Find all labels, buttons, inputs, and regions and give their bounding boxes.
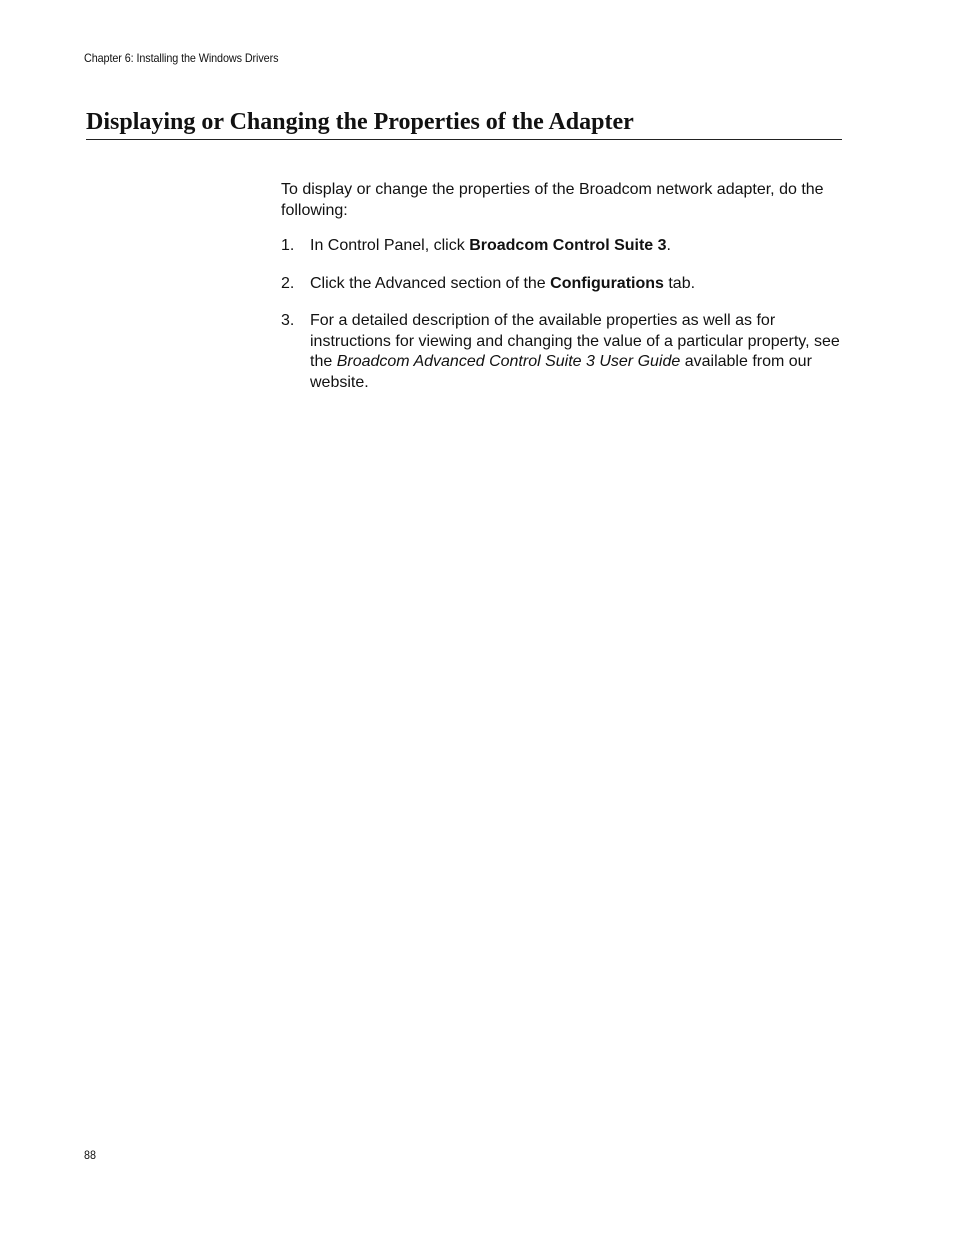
step-text: Click the Advanced section of the <box>310 274 551 292</box>
step-number: 1. <box>281 237 295 254</box>
step-bold-term: Broadcom Control Suite 3 <box>469 237 667 254</box>
body-text <box>281 180 847 410</box>
step-text: In Control Panel, click <box>310 237 470 254</box>
guide-title: Broadcom Advanced Control Suite 3 User Guide <box>336 353 681 370</box>
section-title: Displaying or Changing the Properties of the Adapter <box>86 108 842 140</box>
step-text-end: available from our website. <box>310 353 812 391</box>
page-number: 88 <box>84 1148 97 1162</box>
step-text-end: tab. <box>663 274 696 292</box>
step-number: 2. <box>281 274 295 292</box>
step-item <box>281 236 847 257</box>
running-header: Chapter 6: Installing the Windows Drivers <box>84 51 279 65</box>
intro-paragraph: To display or change the properties of the Broadcom network adapter, do the following: <box>281 181 824 219</box>
step-text: For a detailed description of the available properties as well as for instructions for viewing and changing the value of a particular property, see the <box>310 312 840 370</box>
step-text-end: . <box>666 237 671 254</box>
step-bold-term: Configurations <box>550 274 664 292</box>
step-item <box>281 274 847 295</box>
step-item <box>281 311 847 393</box>
step-number: 3. <box>281 312 295 329</box>
steps-list <box>281 236 847 393</box>
